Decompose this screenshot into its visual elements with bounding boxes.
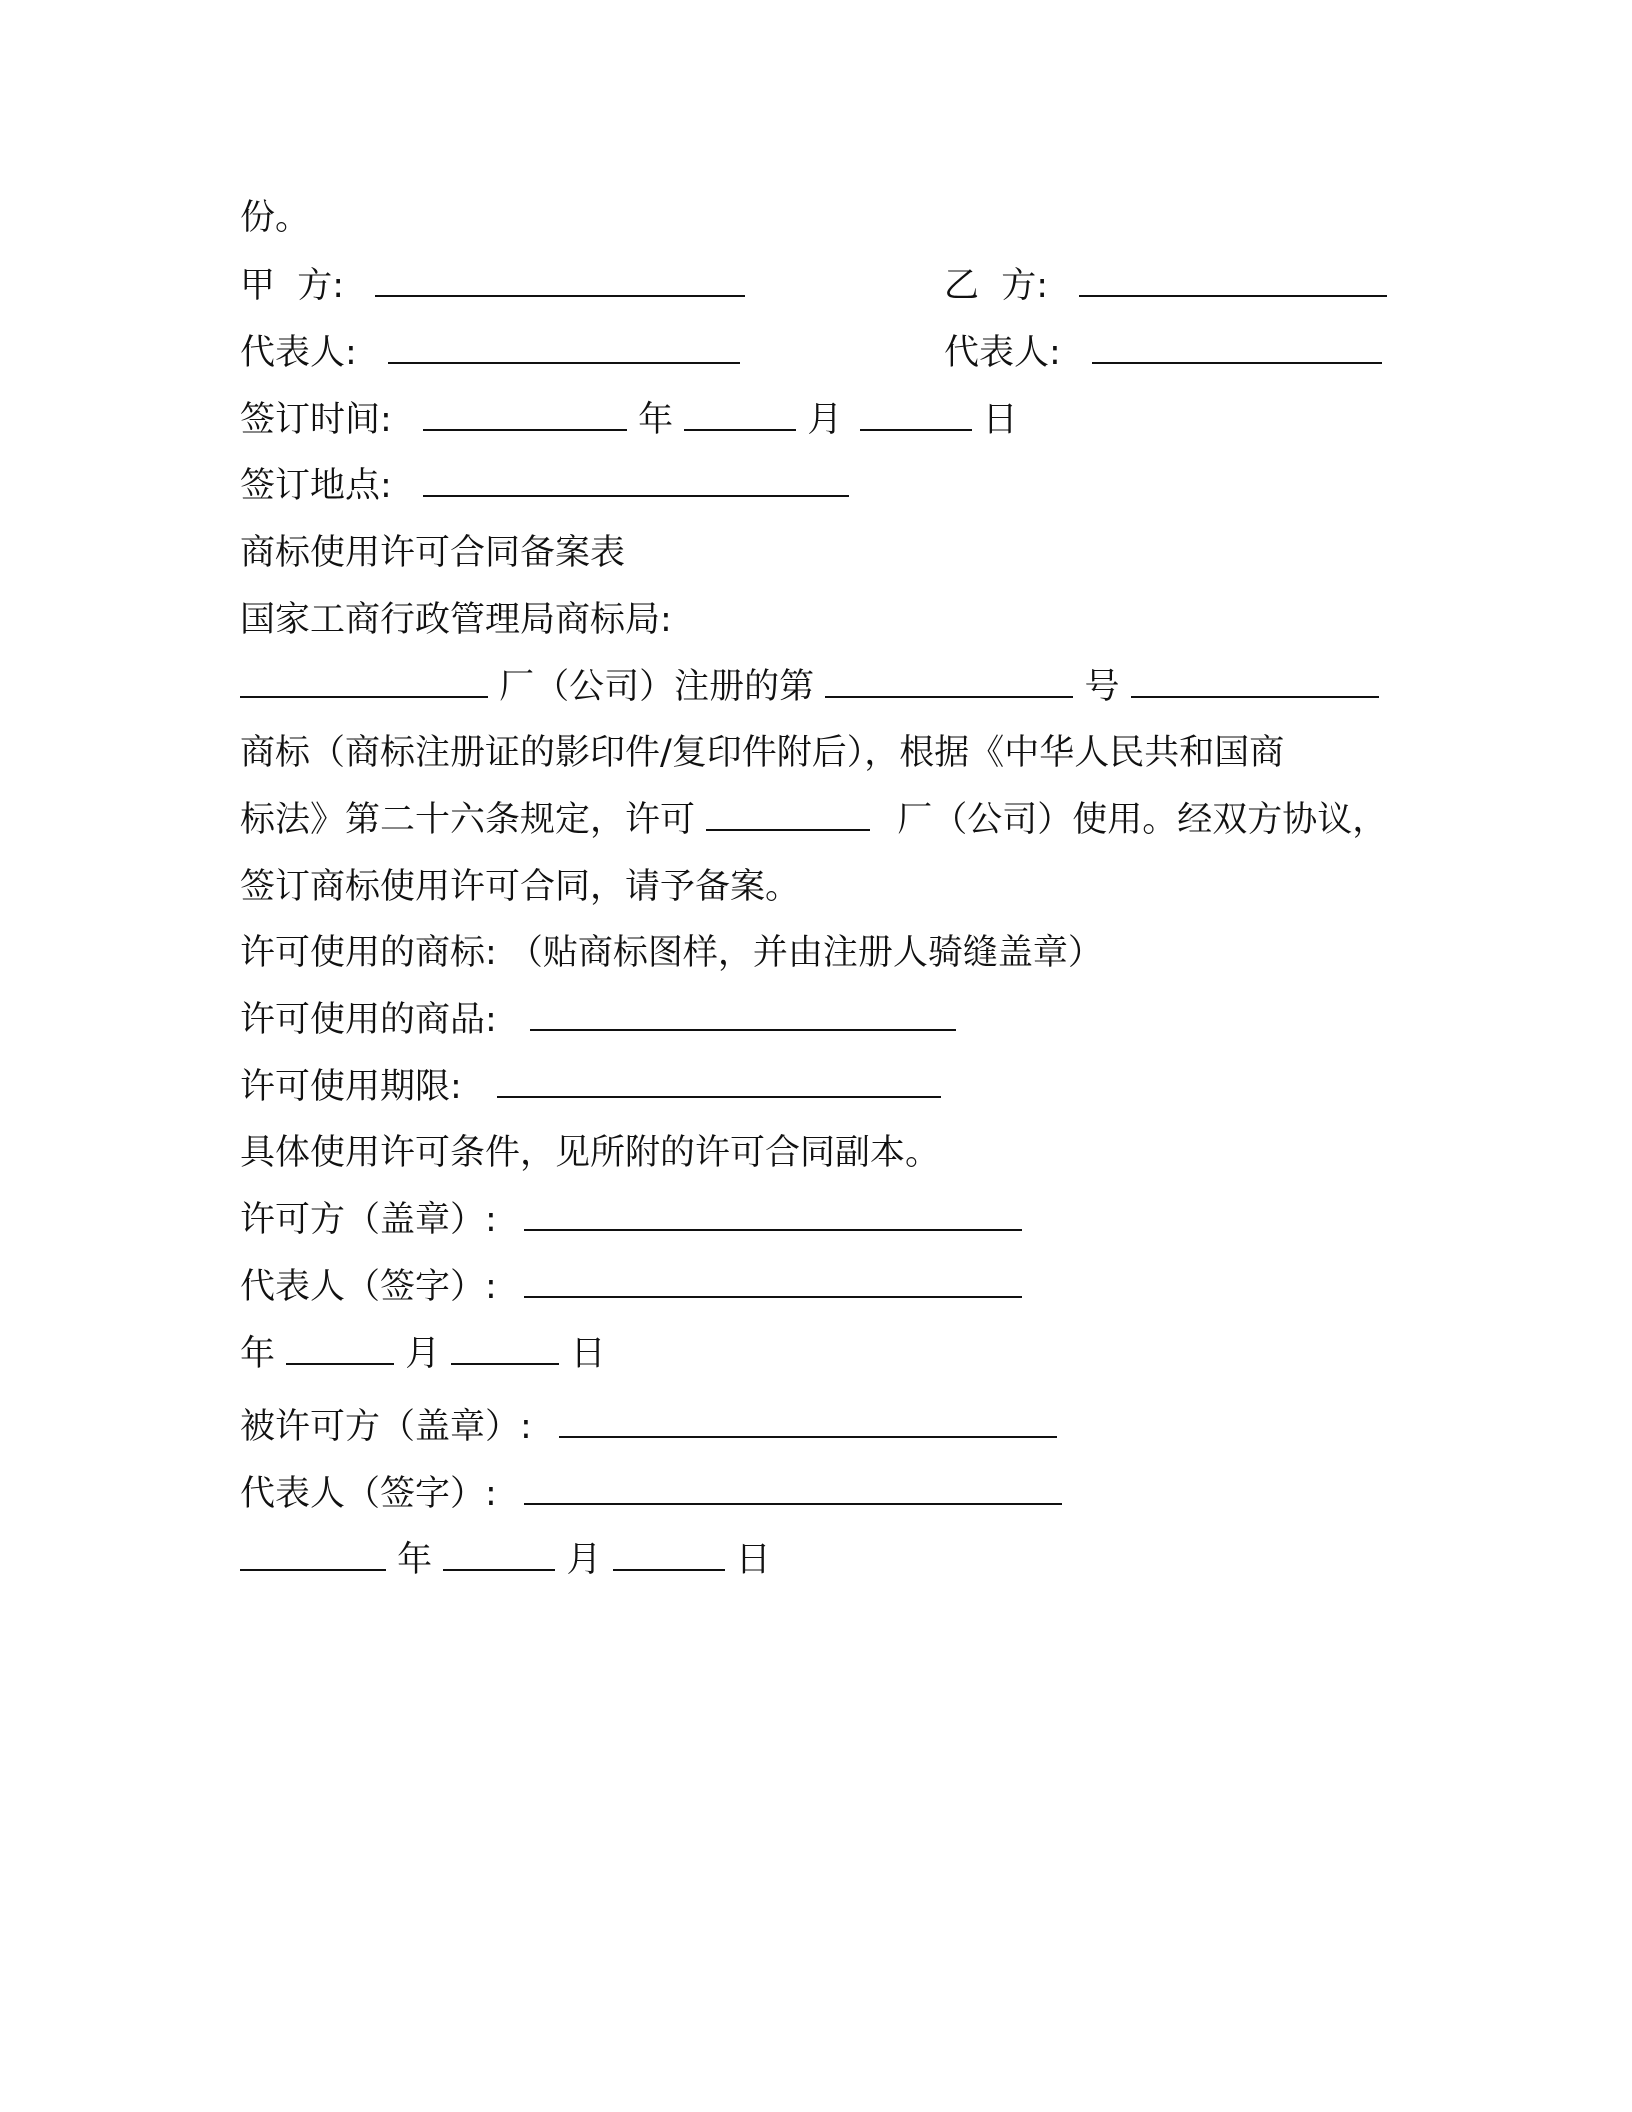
licensee-seal-field[interactable]	[559, 1404, 1057, 1438]
month-text: 月	[807, 400, 843, 440]
party-a-row	[240, 258, 745, 314]
para1-text: 商标（商标注册证的影印件/复印件附后），根据《中华人民共和国商	[240, 733, 1285, 773]
goods-label: 许可使用的商品:	[240, 1000, 497, 1040]
continuation-text: 份。	[240, 198, 311, 238]
trademark-row	[240, 925, 1103, 981]
day-text: 日	[982, 400, 1018, 440]
reg-number-blank[interactable]	[825, 664, 1073, 698]
para2b-text: 厂（公司）使用。经双方协议，	[897, 800, 1388, 840]
form-title	[240, 525, 625, 581]
licensee-rep-label: 代表人（签字）:	[240, 1474, 497, 1514]
party-a-label: 甲 方:	[240, 266, 345, 306]
month-text: 月	[405, 1334, 441, 1374]
licensor-date-row	[240, 1326, 606, 1382]
form-title-text: 商标使用许可合同备案表	[240, 533, 626, 573]
period-label: 许可使用期限:	[240, 1067, 462, 1107]
paragraph-line-2	[240, 792, 1387, 848]
licensor-row	[240, 1192, 1022, 1248]
licensor-seal-field[interactable]	[524, 1197, 1022, 1231]
year-text: 年	[397, 1540, 433, 1580]
licensee-year-field[interactable]	[240, 1533, 386, 1571]
company-blank[interactable]	[240, 664, 488, 698]
rep-a-field[interactable]	[388, 326, 740, 364]
conditions-text: 具体使用许可条件，见所附的许可合同副本。	[240, 1133, 941, 1173]
licensee-row	[240, 1399, 1057, 1455]
para3-text: 签订商标使用许可合同，请予备案。	[240, 867, 801, 907]
registration-row	[240, 659, 1379, 715]
para2a-text: 标法》第二十六条规定，许可	[240, 800, 696, 840]
licensor-day-field[interactable]	[451, 1327, 559, 1365]
sign-year-field[interactable]	[423, 393, 627, 431]
licensor-month-field[interactable]	[286, 1327, 394, 1365]
rep-b-label: 代表人:	[944, 333, 1061, 373]
licensee-blank[interactable]	[706, 797, 870, 831]
goods-row	[240, 992, 956, 1048]
licensee-date-row	[240, 1532, 771, 1588]
sign-place-row	[240, 458, 849, 514]
month-text: 月	[566, 1540, 602, 1580]
trademark-name-blank[interactable]	[1131, 664, 1379, 698]
licensor-rep-field[interactable]	[524, 1264, 1022, 1298]
party-b-label: 乙 方:	[944, 266, 1049, 306]
year-text: 年	[638, 400, 674, 440]
licensor-rep-label: 代表人（签字）:	[240, 1267, 497, 1307]
sign-place-field[interactable]	[423, 459, 849, 497]
rep-a-label: 代表人:	[240, 333, 357, 373]
sign-time-row	[240, 392, 1018, 448]
licensor-rep-row	[240, 1259, 1022, 1315]
paragraph-line-3	[240, 859, 800, 915]
sign-day-field[interactable]	[860, 393, 972, 431]
sign-time-label: 签订时间:	[240, 400, 392, 440]
licensee-day-field[interactable]	[613, 1533, 725, 1571]
conditions-row	[240, 1125, 940, 1181]
licensor-label: 许可方（盖章）:	[240, 1200, 497, 1240]
rep-b-field[interactable]	[1092, 326, 1382, 364]
addressee-text: 国家工商行政管理局商标局:	[240, 600, 672, 640]
addressee	[240, 592, 672, 648]
day-text: 日	[570, 1334, 606, 1374]
year-text: 年	[240, 1334, 276, 1374]
trademark-label: 许可使用的商标: （贴商标图样，并由注册人骑缝盖章）	[240, 933, 1103, 973]
licensee-rep-row	[240, 1466, 1062, 1522]
period-row	[240, 1059, 941, 1115]
day-text: 日	[735, 1540, 771, 1580]
licensee-rep-field[interactable]	[524, 1471, 1062, 1505]
licensee-month-field[interactable]	[443, 1533, 555, 1571]
reg-part2-text: 号	[1084, 667, 1120, 707]
rep-b-row	[944, 325, 1382, 381]
reg-part1-text: 厂（公司）注册的第	[499, 667, 815, 707]
licensee-label: 被许可方（盖章）:	[240, 1407, 532, 1447]
goods-field[interactable]	[530, 993, 956, 1031]
sign-month-field[interactable]	[684, 393, 796, 431]
rep-a-row	[240, 325, 740, 381]
period-field[interactable]	[497, 1060, 941, 1098]
party-a-field[interactable]	[375, 259, 745, 297]
sign-place-label: 签订地点:	[240, 466, 392, 506]
party-b-field[interactable]	[1079, 259, 1387, 297]
text-line-continuation	[240, 190, 310, 246]
party-b-row	[944, 258, 1387, 314]
paragraph-line-1	[240, 725, 1284, 781]
